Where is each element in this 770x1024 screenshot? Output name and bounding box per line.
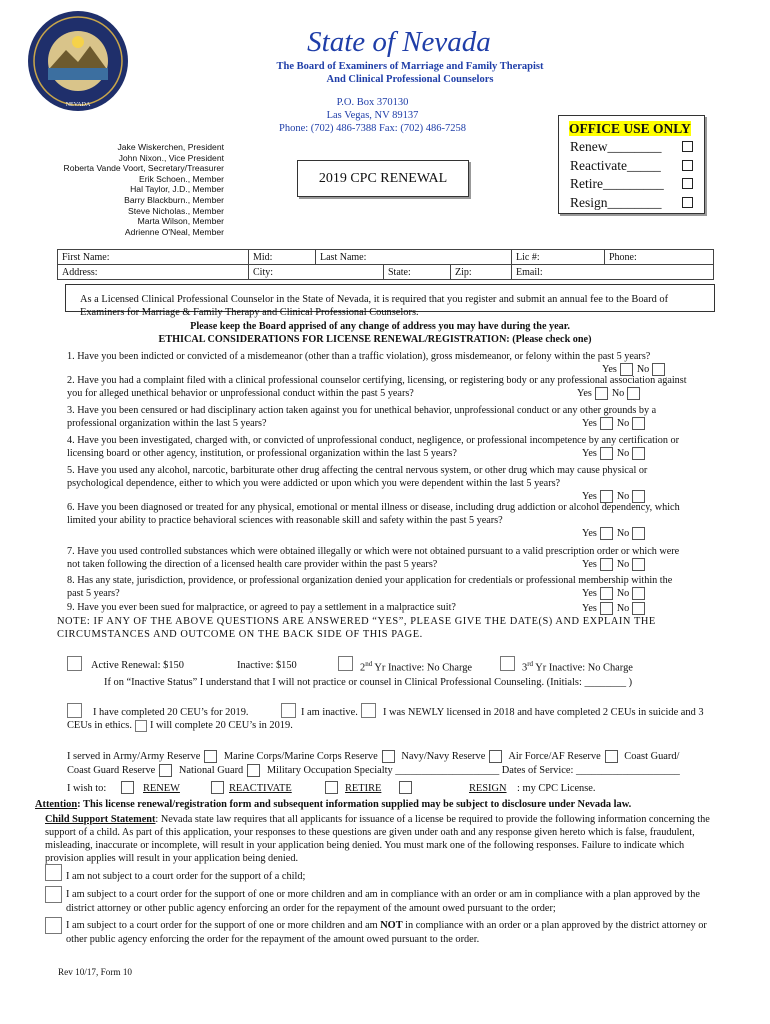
no-label: No: [616, 587, 630, 599]
ceu-completed-label: I have completed 20 CEU’s for 2019.: [93, 707, 249, 718]
ceu-will-label: I will complete 20 CEU’s in 2019.: [149, 720, 293, 731]
applicant-info-table: [57, 249, 714, 280]
yes-checkbox[interactable]: [600, 602, 613, 615]
no-checkbox[interactable]: [627, 387, 640, 400]
office-reactivate: Reactivate_____: [570, 157, 704, 176]
first-name-field[interactable]: First Name:: [58, 250, 249, 265]
specialty-field[interactable]: Military Occupation Specialty ____________________: [266, 765, 500, 776]
second-yr-inactive-checkbox[interactable]: [338, 656, 353, 671]
svg-text:NEVADA: NEVADA: [65, 102, 91, 108]
inactive-note: If on “Inactive Status” I understand that I will not practice or counsel in Clinical Professional Counseling. (Initials: ________ ): [104, 677, 633, 688]
national-guard-checkbox[interactable]: [247, 764, 260, 777]
ethics-question: [67, 574, 687, 601]
board-name: The Board of Examiners of Marriage and Family Therapist: [276, 61, 544, 72]
footer-rev: Rev 10/17, Form 10: [58, 967, 133, 977]
yes-label: Yes: [582, 490, 597, 502]
ceu-will-checkbox[interactable]: [135, 720, 147, 732]
renew-label: RENEW: [143, 783, 180, 794]
board-member: Marta Wilson, Member: [137, 216, 224, 227]
phone-field[interactable]: Phone:: [605, 250, 714, 265]
office-use-title: OFFICE USE ONLY: [569, 121, 691, 136]
city-line: Las Vegas, NV 89137: [326, 110, 419, 121]
board-member: Roberta Vande Voort, Secretary/Treasurer: [63, 163, 224, 174]
ethics-question: [67, 404, 687, 434]
question-text: 9. Have you ever been sued for malpractice, or agreed to pay a settlement in a malpractice suit?: [67, 602, 456, 613]
office-resign-checkbox[interactable]: [682, 197, 693, 208]
yes-label: Yes: [582, 558, 597, 570]
office-use-box: [558, 115, 705, 214]
child-support-opt3: I am subject to a court order for the support of one or more children and am NOT in compliance with an order or a plan approved by the district attorney or other public agency enforcing the order for the repayment of the amount owed pursuant to the order.: [66, 920, 707, 945]
board-member: Erik Schoen., Member: [138, 173, 224, 184]
no-label: No: [611, 387, 625, 399]
yes-checkbox[interactable]: [600, 527, 613, 540]
note-text: NOTE: IF ANY OF THE ABOVE QUESTIONS ARE ANSWERED “YES”, PLEASE GIVE THE DATE(S) AND EXPLAIN THE CIRCUMSTANCES AND OUTCOME ON THE BACK SIDE OF THIS PAGE.: [57, 616, 656, 640]
ethics-question: [67, 434, 687, 464]
ethics-question: [67, 545, 687, 574]
no-label: No: [616, 527, 630, 539]
child-support-opt2-checkbox[interactable]: [45, 886, 62, 903]
inactive-label: Inactive: $150: [237, 660, 297, 671]
active-renewal-checkbox[interactable]: [67, 656, 82, 671]
question-text: 8. Has any state, jurisdiction, providence, or professional organization denied your application for credentials or professional membership within the past 5 years?: [67, 575, 673, 599]
office-retire-checkbox[interactable]: [682, 178, 693, 189]
ethics-question: [67, 374, 687, 404]
navy-checkbox[interactable]: [489, 750, 502, 763]
address-field[interactable]: Address:: [58, 265, 249, 280]
office-renew: Renew________: [570, 138, 704, 157]
retire-checkbox[interactable]: [325, 781, 338, 794]
office-resign: Resign________: [570, 194, 704, 213]
board-name-2: And Clinical Professional Counselors: [326, 74, 494, 85]
zip-field[interactable]: Zip:: [451, 265, 512, 280]
question-text: 7. Have you used controlled substances which were obtained illegally or which were not obtained pursuant to a valid prescription order or which were not taken following the direction of a licensed health care provider within the past 5 years?: [67, 546, 680, 570]
retire-label: RETIRE: [345, 783, 382, 794]
no-checkbox[interactable]: [632, 527, 645, 540]
yes-checkbox[interactable]: [600, 558, 613, 571]
child-support-statement: Child Support Statement: Nevada state law requires that all applicants for issuance of a license be required to provide the following information concerning the support of a child. As part of this application, your responses to these questions are given under oath and any response given hereto which is false, fraudulent, misleading, inaccurate or incomplete, will result in your application being denied. You must mark one of the following responses. Failure to indicate which provision applies will result in your application being denied.: [45, 814, 710, 864]
marine-checkbox[interactable]: [382, 750, 395, 763]
yes-checkbox[interactable]: [600, 587, 613, 600]
page-title: State of Nevada: [307, 26, 491, 58]
child-support-opt1: I am not subject to a court order for the support of a child;: [66, 871, 306, 882]
active-renewal-label: Active Renewal: $150: [91, 660, 184, 671]
air-force-label: Air Force/AF Reserve: [508, 751, 601, 762]
renew-checkbox[interactable]: [121, 781, 134, 794]
intro-box: [65, 284, 715, 318]
reactivate-checkbox[interactable]: [211, 781, 224, 794]
no-checkbox[interactable]: [632, 558, 645, 571]
attention-line: Attention: This license renewal/registration form and subsequent information supplied may be subject to disclosure under Nevada law.: [35, 799, 632, 810]
no-checkbox[interactable]: [632, 417, 645, 430]
third-yr-inactive-checkbox[interactable]: [500, 656, 515, 671]
yes-label: Yes: [582, 447, 597, 459]
email-field[interactable]: Email:: [512, 265, 714, 280]
ceu-new-label: I was NEWLY licensed in 2018 and have completed 2 CEUs in suicide and 3 CEUs in ethics. I will complete 20 CEU’s in 2019.: [67, 707, 704, 731]
no-checkbox[interactable]: [632, 587, 645, 600]
yes-label: Yes: [582, 602, 597, 614]
coast-guard-reserve-label: Coast Guard Reserve: [67, 765, 156, 776]
form-title: 2019 CPC RENEWAL: [318, 170, 448, 186]
no-label: No: [616, 447, 630, 459]
ethics-question: [67, 464, 687, 501]
ethics-question: [67, 501, 687, 545]
no-label: No: [616, 417, 630, 429]
question-text: 1. Have you been indicted or convicted of a misdemeanor (other than a traffic violation), gross misdemeanor, or felony within the past 5 years?: [67, 351, 651, 362]
address-notice: Please keep the Board apprised of any change of address you may have during the year.: [190, 321, 570, 332]
intro-text: As a Licensed Clinical Professional Counselor in the State of Nevada, it is required that you register and submit an annual fee to the Board of Examiners for Marriage & Family Therapy and Clinical Professional Counselors.: [80, 294, 669, 318]
wish-label: I wish to:: [67, 783, 107, 794]
resign-label: RESIGN: [469, 783, 507, 794]
yes-label: Yes: [582, 587, 597, 599]
question-text: 2. Have you had a complaint filed with a clinical professional counselor certifying, licensing, or registering body or any professional association against you for alleged unethical behavior or unprofessional conduct within the past 5 years?: [67, 375, 687, 399]
national-guard-label: National Guard: [178, 765, 244, 776]
yes-checkbox[interactable]: [600, 447, 613, 460]
no-label: No: [616, 558, 630, 570]
yes-checkbox[interactable]: [600, 417, 613, 430]
coast-guard-checkbox[interactable]: [159, 764, 172, 777]
third-yr-label: 3rd Yr Inactive: No Charge: [522, 660, 633, 674]
child-support-opt3-checkbox[interactable]: [45, 917, 62, 934]
city-field[interactable]: City:: [249, 265, 384, 280]
wish-suffix: : my CPC License.: [517, 783, 596, 794]
board-member: Steve Nicholas., Member: [128, 205, 224, 216]
mid-field[interactable]: Mid:: [249, 250, 316, 265]
second-yr-label: 2nd Yr Inactive: No Charge: [360, 660, 473, 674]
phone-fax: Phone: (702) 486-7388 Fax: (702) 486-7258: [279, 123, 466, 134]
question-text: 5. Have you used any alcohol, narcotic, barbiturate other drug affecting the central nervous system, or other drug which may cause physical or psychological dependence, either to which you were addicted or upon which you were dependent within the last 5 years?: [67, 465, 648, 489]
army-label: I served in Army/Army Reserve: [67, 751, 201, 762]
yes-label: Yes: [602, 363, 617, 375]
no-label: No: [616, 602, 630, 614]
dates-field[interactable]: Dates of Service: ____________________: [501, 765, 680, 776]
yes-label: Yes: [577, 387, 592, 399]
child-support-opt1-checkbox[interactable]: [45, 864, 62, 881]
question-text: 6. Have you been diagnosed or treated for any physical, emotional or mental illness or disease, including drug addiction or alcohol dependency, which limited your ability to practice behavioral sciences with reasonable skill and safety within the past 5 years?: [67, 502, 680, 526]
no-checkbox[interactable]: [632, 602, 645, 615]
question-text: 4. Have you been investigated, charged with, or convicted of unprofessional conduct, negligence, or professional incompetence by any certification or licensing board or other agency, institution, or professional organization within the last 5 years?: [67, 435, 679, 459]
yes-label: Yes: [582, 527, 597, 539]
board-member: John Nixon., Vice President: [118, 152, 224, 163]
ethics-question: [67, 350, 687, 374]
air-force-checkbox[interactable]: [605, 750, 618, 763]
office-renew-checkbox[interactable]: [682, 141, 693, 152]
no-checkbox[interactable]: [632, 447, 645, 460]
military-section: [67, 750, 727, 778]
board-members: [34, 142, 224, 237]
office-retire: Retire_________: [570, 175, 704, 194]
ethics-heading: ETHICAL CONSIDERATIONS FOR LICENSE RENEWAL/REGISTRATION: (Please check one): [158, 333, 592, 345]
yes-checkbox[interactable]: [595, 387, 608, 400]
last-name-field[interactable]: Last Name:: [316, 250, 512, 265]
board-member: Adrienne O'Neal, Member: [124, 226, 224, 237]
board-member: Jake Wiskerchen, President: [117, 142, 224, 152]
office-reactivate-checkbox[interactable]: [682, 160, 693, 171]
reactivate-label: REACTIVATE: [229, 783, 292, 794]
no-label: No: [636, 363, 650, 375]
marine-label: Marine Corps/Marine Corps Reserve: [223, 751, 378, 762]
yes-label: Yes: [582, 417, 597, 429]
army-checkbox[interactable]: [204, 750, 217, 763]
ceu-inactive-label: I am inactive.: [301, 707, 358, 718]
question-text: 3. Have you been censured or had disciplinary action taken against you for unethical behavior, unprofessional conduct or any other grounds by a professional organization within the last 5 years?: [67, 405, 657, 429]
no-label: No: [616, 490, 630, 502]
board-member: Barry Blackburn., Member: [124, 194, 224, 205]
board-member: Hal Taylor, J.D., Member: [130, 184, 224, 195]
lic-field[interactable]: Lic #:: [512, 250, 605, 265]
navy-label: Navy/Navy Reserve: [401, 751, 486, 762]
form-title-box: [297, 160, 469, 197]
po-box: P.O. Box 370130: [336, 97, 409, 108]
resign-checkbox[interactable]: [399, 781, 412, 794]
state-field[interactable]: State:: [384, 265, 451, 280]
child-support-opt2: I am subject to a court order for the support of one or more children and am in compliance with an order or am in compliance with a plan approved by the district attorney or other public agency enforcing an order for the repayment of the amount owed pursuant to the order;: [66, 889, 700, 914]
coast-guard-label: Coast Guard/: [624, 751, 680, 762]
